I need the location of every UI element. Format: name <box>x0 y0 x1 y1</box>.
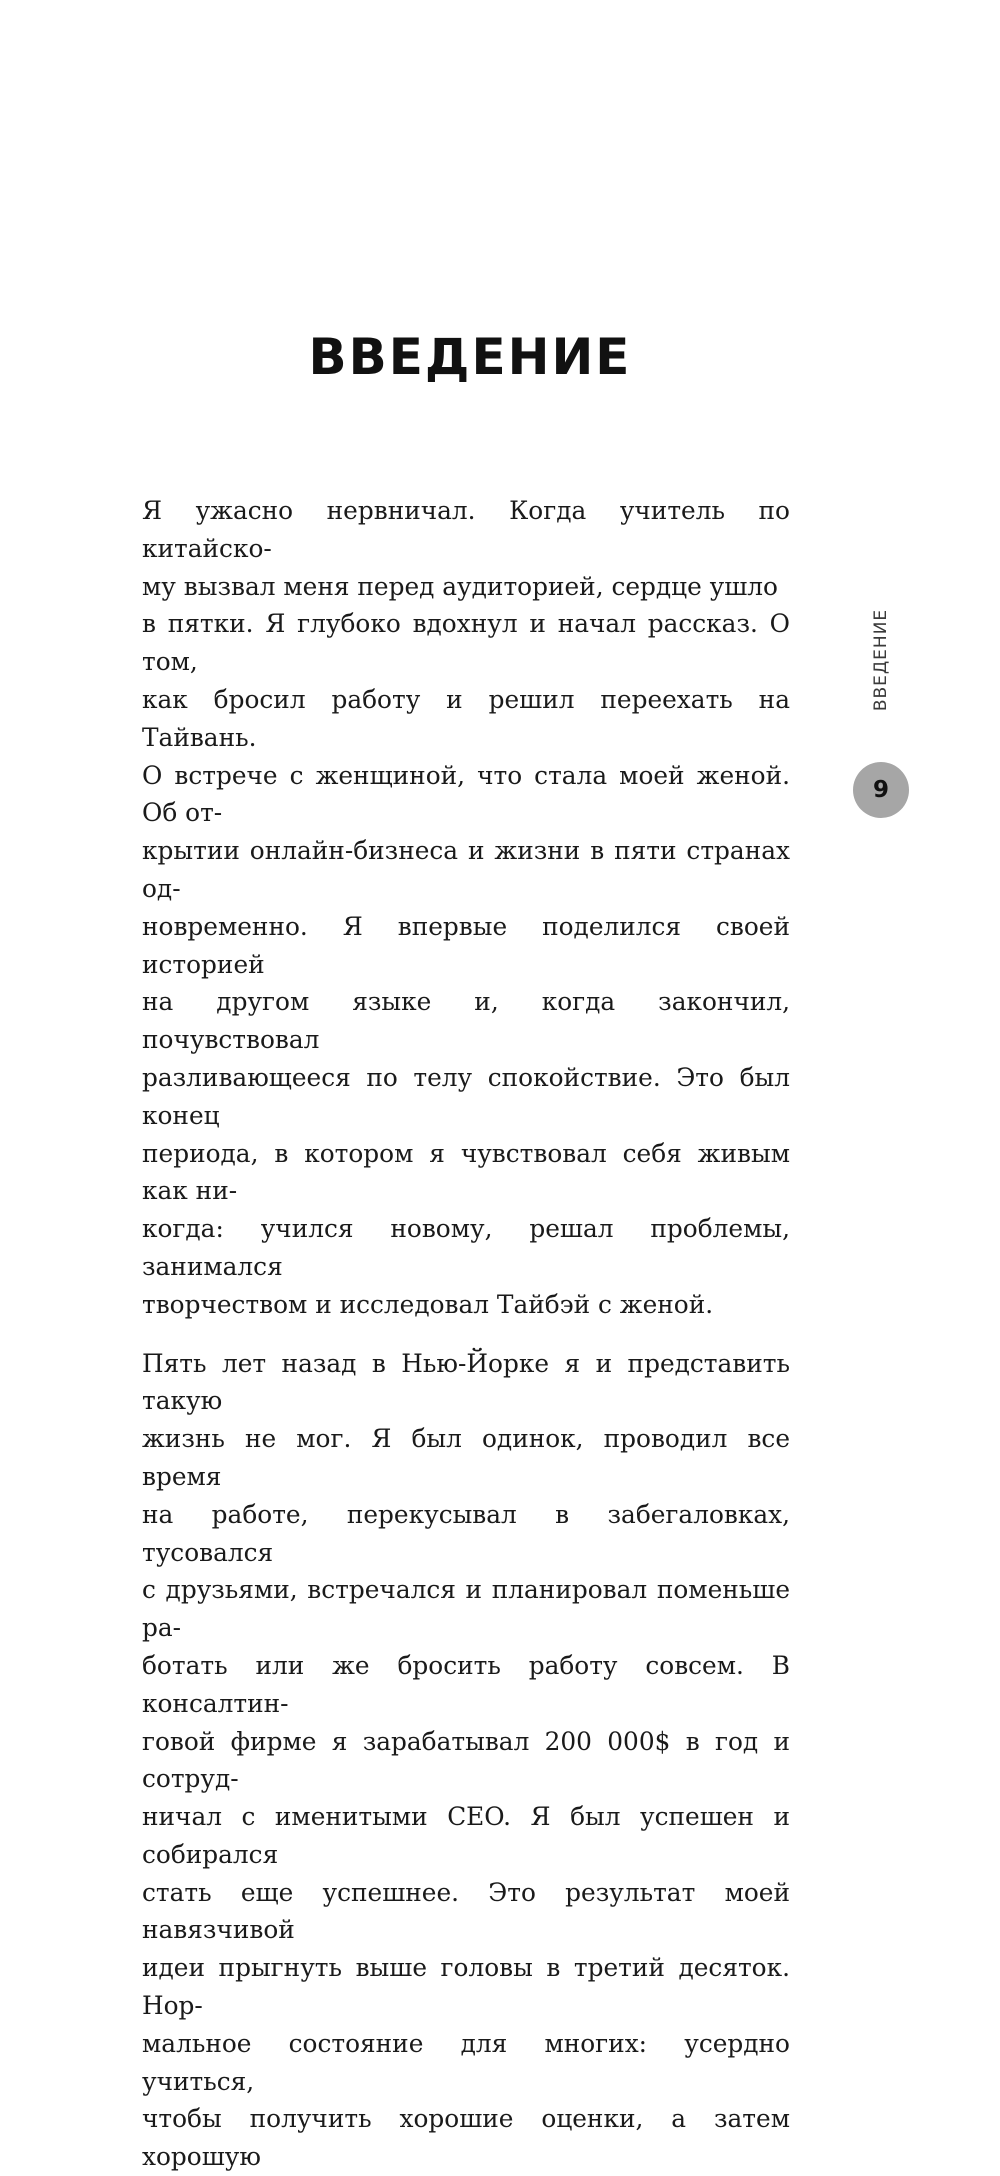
text-line: Я ужасно нервничал. Когда учитель по китайско- <box>142 496 790 563</box>
running-head <box>856 604 906 716</box>
text-line: жизнь не мог. Я был одинок, проводил все время <box>142 1424 790 1491</box>
text-line: Пять лет назад в Нью-Йорке я и представить такую <box>142 1348 790 1416</box>
text-line: идеи прыгнуть выше головы в третий десяток. Нор- <box>142 1953 790 2021</box>
text-line: на работе, перекусывал в забегаловках, тусовался <box>142 1499 790 1567</box>
text-line: как бросил работу и решил переехать на Тайвань. <box>142 684 790 752</box>
text-line: периода, в котором я чувствовал себя живым как ни- <box>142 1138 790 1206</box>
running-head-label: ВВЕДЕНИЕ <box>871 608 891 712</box>
chapter-title: ВВЕДЕНИЕ <box>308 328 632 386</box>
text-line: говой фирме я зарабатывал 200 000$ в год и сотруд- <box>142 1726 790 1794</box>
body-text <box>142 492 790 2176</box>
text-line: О встрече с женщиной, что стала моей женой. Об от- <box>142 760 790 828</box>
text-line: крытии онлайн-бизнеса и жизни в пяти странах од- <box>142 836 790 903</box>
page-number-badge <box>853 762 909 818</box>
text-line: ничал с именитыми CEO. Я был успешен и собирался <box>142 1802 790 1869</box>
text-line: в пятки. Я глубоко вдохнул и начал рассказ. О том, <box>142 609 790 677</box>
text-line: чтобы получить хорошие оценки, а затем хорошую <box>142 2104 790 2172</box>
page-number: 9 <box>872 777 889 803</box>
text-line: му вызвал меня перед аудиторией, сердце ушло <box>142 571 778 601</box>
text-line: ботать или же бросить работу совсем. В консалтин- <box>142 1650 790 1718</box>
text-line: разливающееся по телу спокойствие. Это был конец <box>142 1062 790 1130</box>
text-line: когда: учился новому, решал проблемы, занимался <box>142 1214 790 1281</box>
paragraph <box>142 1345 790 2176</box>
text-line: на другом языке и, когда закончил, почувствовал <box>142 987 790 1055</box>
text-line: новременно. Я впервые поделился своей историей <box>142 911 790 979</box>
text-line: творчеством и исследовал Тайбэй с женой. <box>142 1289 714 1319</box>
text-line: мальное состояние для многих: усердно учиться, <box>142 2028 790 2096</box>
text-line: стать еще успешнее. Это результат моей навязчивой <box>142 1877 790 1945</box>
paragraph <box>142 492 790 1324</box>
text-line: с друзьями, встречался и планировал поменьше ра- <box>142 1575 790 1643</box>
